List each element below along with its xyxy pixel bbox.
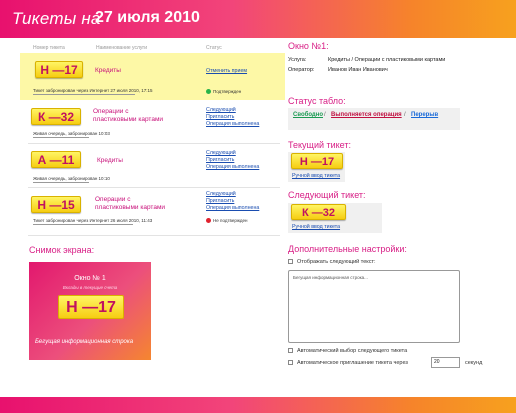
row-divider [28,235,280,236]
ticket-badge: Н —15 [31,196,81,213]
current-manual-entry-link[interactable]: Ручной ввод тикета [292,173,341,179]
row-divider [28,187,280,188]
auto-invite-label: Автоматическое приглашение тикета через [297,360,408,366]
service-name: Операции с пластиковыми картами [93,108,164,123]
operation-done-link[interactable]: Операция выполнена [206,164,260,170]
column-header-status: Статус [206,45,222,51]
status-text: Не подтвержден [213,218,248,223]
settings-heading: Дополнительные настройки: [288,244,407,254]
next-link[interactable]: Следующий [206,191,236,197]
invite-link[interactable]: Пригласить [206,114,235,120]
operator-value: Иванов Иван Иванович [328,67,388,73]
column-header-ticket: Номер тикета [33,45,65,51]
column-header-service: Наименование услуги [96,45,148,51]
operation-done-link[interactable]: Операция выполнена [206,205,260,211]
meta-underline [33,94,135,95]
preview-subtitle: Вклады в текущие счета [62,285,118,290]
service-name: Кредиты [95,67,121,74]
status-not-confirmed [206,218,248,223]
screenshot-heading: Снимок экрана: [29,245,95,255]
next-ticket-badge: К —32 [291,204,346,220]
ticket-badge: К —32 [31,108,81,125]
status-dot [206,89,211,94]
preview-window-title: Окно № 1 [74,275,106,282]
operation-done-link[interactable]: Операция выполнена [206,121,260,127]
service-label: Услуга: [288,57,307,63]
ticket-badge: Н —17 [35,61,83,78]
status-text: Подтвержден [213,89,242,94]
seconds-unit-label: секунд [465,360,483,366]
ticket-meta: Живая очередь, забронирован 10:10 [33,176,110,181]
ticket-meta: Живая очередь, забронирован 10:03 [33,131,110,136]
preview-running-line: Бегущая информационная строка [35,339,134,345]
service-value: Кредиты / Операции с пластиковыми картами [328,57,446,63]
screenshot-preview[interactable] [29,262,151,360]
preview-ticket: Н —17 [58,295,124,319]
footer-bar [0,397,516,413]
auto-next-checkbox[interactable] [288,348,293,353]
show-text-checkbox[interactable] [288,259,293,264]
row-divider [28,143,280,144]
show-text-label: Отображать следующий текст: [297,259,376,265]
next-link[interactable]: Следующий [206,107,236,113]
status-busy-option[interactable]: Выполняется операция [331,112,402,118]
service-name: Операции с пластиковыми картами [95,196,166,211]
current-ticket-heading: Текущий тикет: [288,140,352,150]
meta-underline [33,182,89,183]
window-title: Окно №1: [288,41,329,51]
status-break-option[interactable]: Перерыв [411,112,439,118]
invite-link[interactable]: Пригласить [206,198,235,204]
next-manual-entry-link[interactable]: Ручной ввод тикета [292,224,341,230]
status-dot [206,218,211,223]
meta-underline [33,137,89,138]
next-ticket-heading: Следующий тикет: [288,190,366,200]
auto-next-label: Автоматический выбор следующего тикета [297,348,408,354]
ticket-badge: А —11 [31,151,81,168]
current-ticket-badge: Н —17 [291,153,343,169]
status-free-option[interactable]: Свободно [293,112,323,118]
status-separator: / [324,112,326,118]
auto-invite-checkbox[interactable] [288,360,293,365]
service-name: Кредиты [97,157,123,164]
invite-link[interactable]: Пригласить [206,157,235,163]
cancel-reception-link[interactable]: Отменить прием [206,68,248,74]
header-title-prefix: Тикеты на [12,9,101,28]
status-separator: / [404,112,406,118]
next-link[interactable]: Следующий [206,150,236,156]
header-bar [0,0,516,38]
operator-label: Оператор: [288,67,315,73]
header-title-date: 27 июля 2010 [95,9,200,26]
meta-underline [33,224,133,225]
ticket-meta: Тикет забронирован через Интернет 27 июля 2010, 17:15 [33,88,153,93]
preview-top-strip [33,265,147,271]
board-status-heading: Статус табло: [288,96,346,106]
running-text-textarea[interactable]: Бегущая информационная строка... [288,270,460,343]
seconds-input[interactable]: 20 [431,357,460,368]
ticket-meta: Тикет забронирован через Интернет 26 июля 2010, 11:43 [33,218,153,223]
status-confirmed [206,89,241,94]
